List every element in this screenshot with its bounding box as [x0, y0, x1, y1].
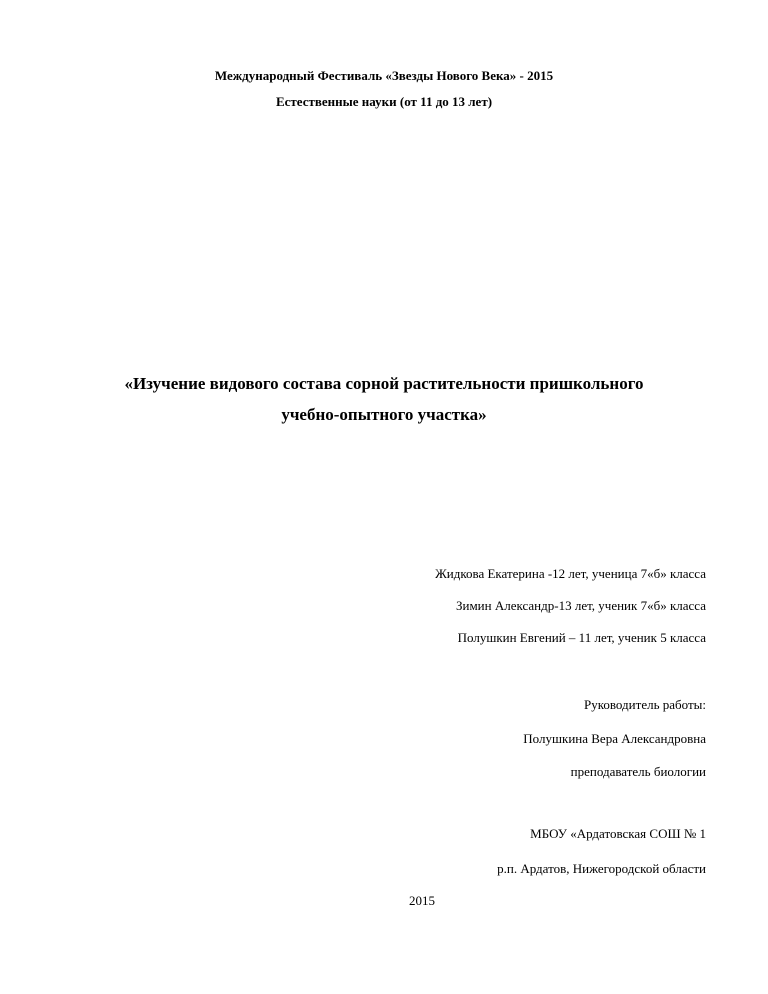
school-location: р.п. Ардатов, Нижегородской области — [497, 861, 706, 876]
supervisor-position: преподаватель биологии — [570, 764, 706, 779]
author-3: Полушкин Евгений – 11 лет, ученик 5 класса — [457, 630, 706, 645]
work-title-line-1: «Изучение видового состава сорной растительности пришкольного — [124, 374, 644, 393]
author-1: Жидкова Екатерина -12 лет, ученица 7«б» класса — [435, 566, 706, 581]
supervisor-label: Руководитель работы: — [584, 697, 706, 712]
document-year: 2015 — [409, 893, 435, 908]
work-title-line-2: учебно-опытного участка» — [281, 405, 487, 424]
school-name: МБОУ «Ардатовская СОШ № 1 — [530, 826, 706, 841]
author-2: Зимин Александр-13 лет, ученик 7«б» класса — [455, 598, 706, 613]
festival-name: Международный Фестиваль «Звезды Нового Века» - 2015 — [214, 68, 554, 83]
competition-section: Естественные науки (от 11 до 13 лет) — [275, 94, 493, 109]
supervisor-name: Полушкина Вера Александровна — [523, 731, 706, 746]
